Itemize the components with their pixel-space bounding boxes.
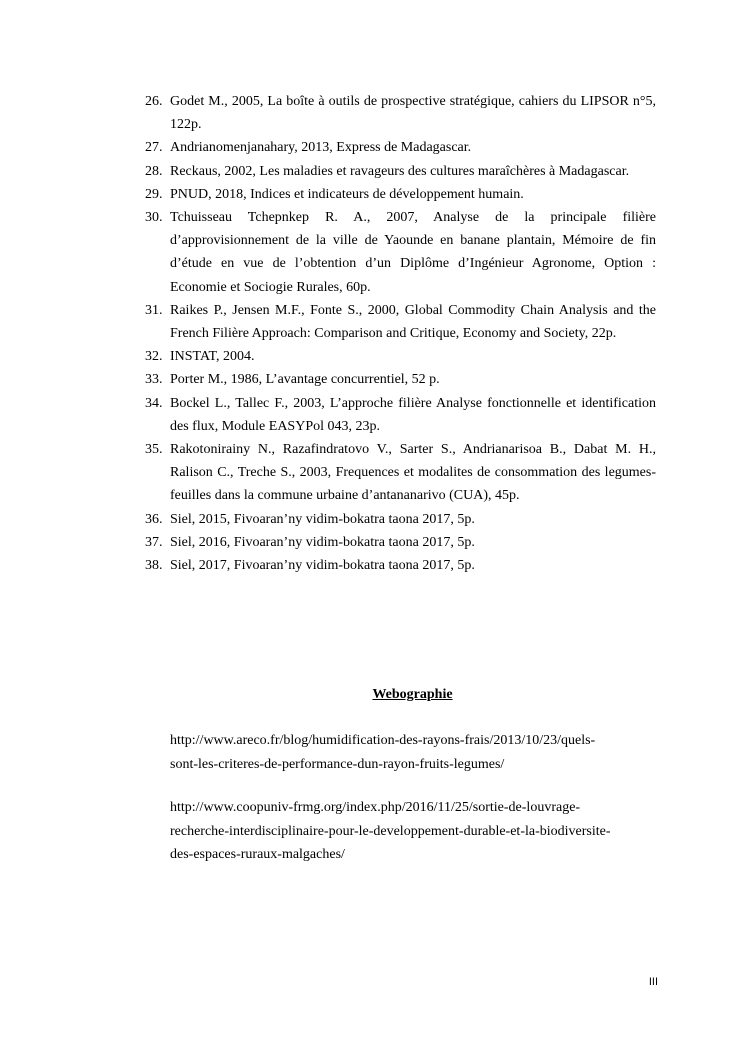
reference-item: [145, 160, 656, 183]
reference-item: [145, 299, 656, 345]
reference-number: 26.: [145, 94, 163, 109]
reference-text: Bockel L., Tallec F., 2003, L’approche filière Analyse fonctionnelle et identification des flux, Module EASYPol 043, 23p.: [170, 395, 656, 434]
reference-item: [145, 508, 656, 531]
webography-link-line: des-espaces-ruraux-malgaches/: [170, 847, 345, 862]
reference-number: 38.: [145, 558, 163, 574]
reference-text: Siel, 2017, Fivoaran’ny vidim-bokatra taona 2017, 5p.: [170, 558, 475, 574]
reference-text: Godet M., 2005, La boîte à outils de prospective stratégique, cahiers du LIPSOR n°5, 122p.: [170, 94, 656, 133]
reference-item: [145, 438, 656, 508]
reference-item: [145, 392, 656, 438]
reference-item: [145, 368, 656, 391]
reference-number: 36.: [145, 511, 163, 527]
reference-number: 27.: [145, 140, 163, 156]
reference-number: 34.: [145, 395, 163, 411]
reference-text: Siel, 2016, Fivoaran’ny vidim-bokatra taona 2017, 5p.: [170, 534, 475, 550]
reference-text: PNUD, 2018, Indices et indicateurs de développement humain.: [170, 186, 524, 202]
reference-list: [145, 90, 656, 577]
webography-link[interactable]: [170, 729, 650, 776]
reference-item: [145, 554, 656, 577]
page-number: III: [648, 976, 658, 988]
reference-text: Reckaus, 2002, Les maladies et ravageurs des cultures maraîchères à Madagascar.: [170, 163, 630, 179]
reference-number: 32.: [145, 349, 163, 365]
reference-item: [145, 206, 656, 299]
reference-number: 31.: [145, 302, 163, 318]
reference-text: Rakotonirainy N., Razafindratovo V., Sarter S., Andrianarisoa B., Dabat M. H., Ralison C., Treche S., 2003, Frequences et modalites de consommation des legumes-feuilles dans la commune urbaine d’antananarivo (CUA), 45p.: [170, 442, 656, 504]
reference-number: 30.: [145, 210, 163, 226]
webography-link-line: recherche-interdisciplinaire-pour-le-developpement-durable-et-la-biodiversite-: [170, 823, 611, 839]
reference-text: Raikes P., Jensen M.F., Fonte S., 2000, Global Commodity Chain Analysis and the French Filière Approach: Comparison and Critique, Economy and Society, 22p.: [170, 302, 656, 342]
reference-item: [145, 136, 656, 159]
reference-item: [145, 531, 656, 554]
reference-item: [145, 345, 656, 368]
webography-heading: Webographie: [372, 687, 453, 702]
webography-link-line: sont-les-criteres-de-performance-dun-rayon-fruits-legumes/: [170, 756, 505, 772]
reference-text: Tchuisseau Tchepnkep R. A., 2007, Analyse de la principale filière d’approvisionnement de la ville de Yaounde en banane plantain, Mémoire de fin d’étude en vue de l’obtention d’un Diplôme d’Ingénieur Agronome, Option : Economie et Sociogie Rurales, 60p.: [170, 210, 656, 295]
reference-text: Siel, 2015, Fivoaran’ny vidim-bokatra taona 2017, 5p.: [170, 511, 475, 527]
reference-number: 29.: [145, 186, 163, 202]
reference-text: Andrianomenjanahary, 2013, Express de Madagascar.: [170, 140, 472, 156]
reference-number: 33.: [145, 372, 163, 388]
reference-number: 35.: [145, 442, 163, 458]
reference-text: INSTAT, 2004.: [170, 349, 255, 365]
webography-link[interactable]: [170, 796, 650, 867]
reference-item: [145, 90, 656, 136]
reference-number: 37.: [145, 534, 163, 550]
webography-link-line: http://www.coopuniv-frmg.org/index.php/2016/11/25/sortie-de-louvrage-: [170, 800, 581, 815]
webography-link-line: http://www.areco.fr/blog/humidification-des-rayons-frais/2013/10/23/quels-: [170, 733, 596, 748]
reference-item: [145, 183, 656, 206]
reference-number: 28.: [145, 163, 163, 179]
reference-text: Porter M., 1986, L’avantage concurrentiel, 52 p.: [170, 372, 440, 388]
